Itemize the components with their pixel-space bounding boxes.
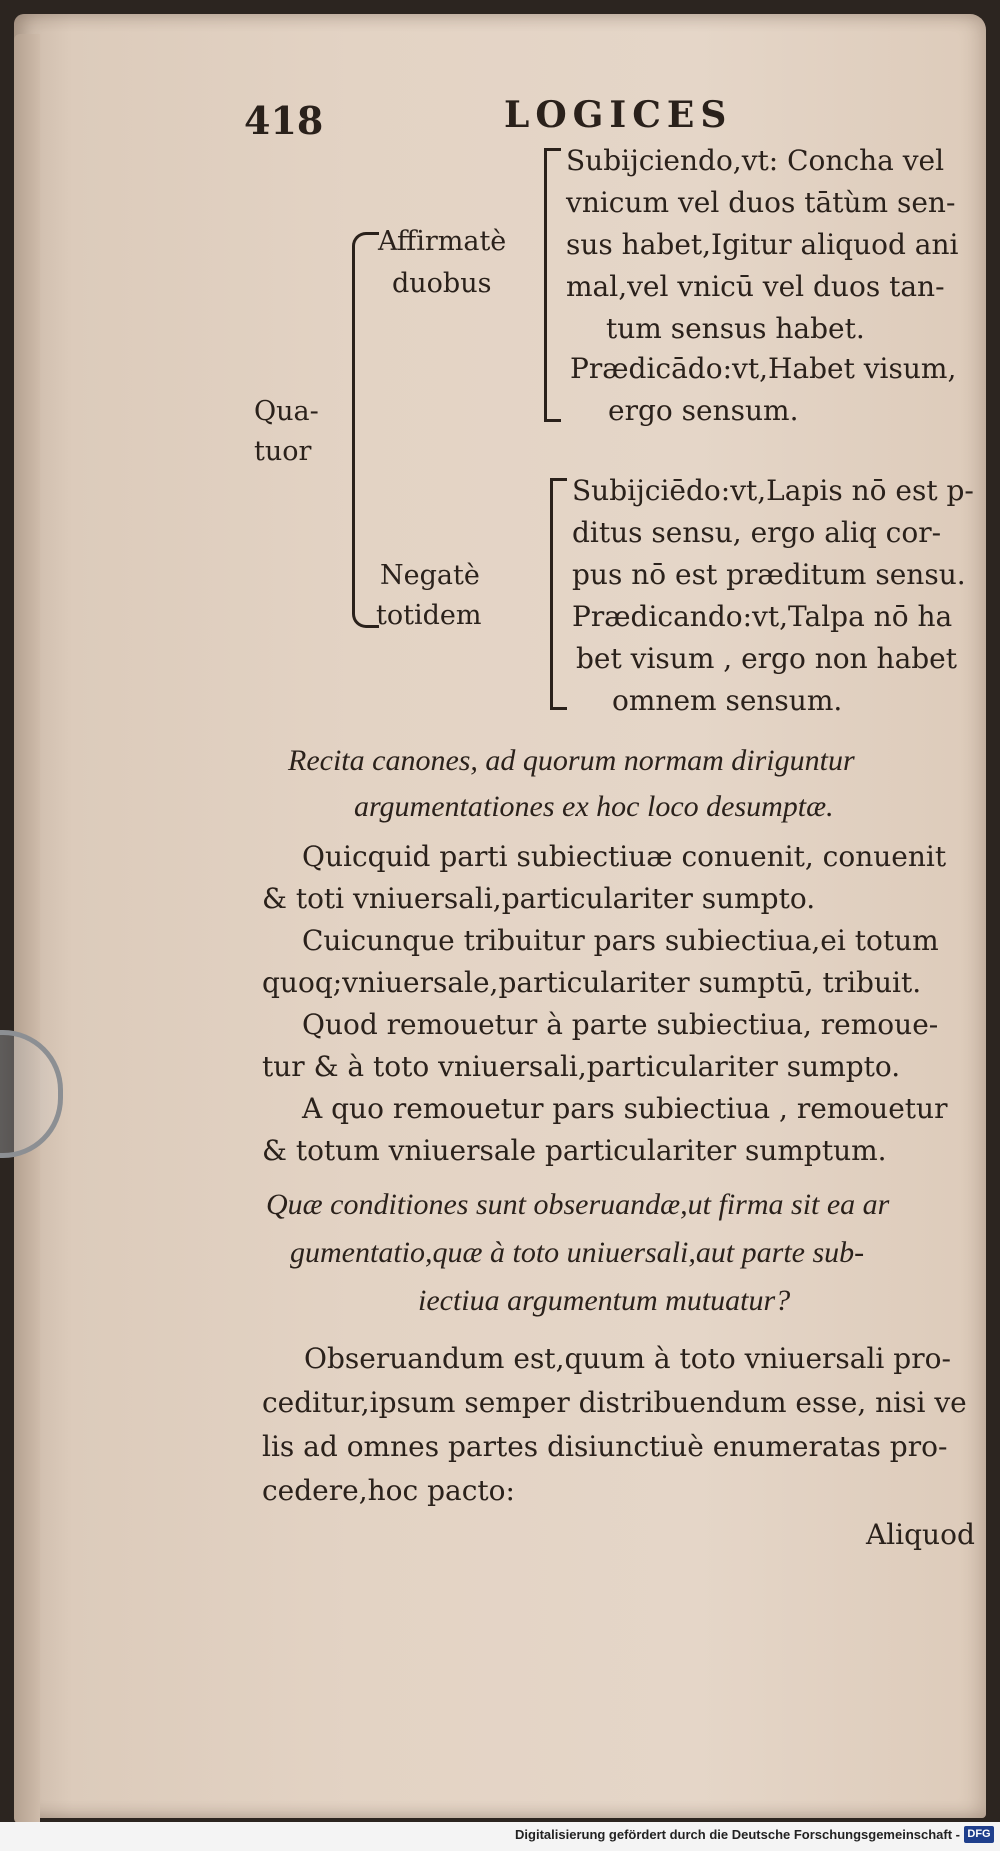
negate-line: ditus sensu, ergo aliq cor- [572,516,942,549]
negate-label-1: Negatè [380,560,480,591]
root-brace [352,232,379,628]
root-label-2: tuor [254,436,312,467]
section2-heading: Quæ conditiones sunt obseruandæ,ut firma sit ea ar [266,1188,890,1221]
catchword: Aliquod [866,1518,975,1551]
negate-line: omnem sensum. [612,684,843,717]
section2-heading: iectiua argumentum mutuatur? [418,1284,791,1317]
canon-line: quoq;vniuersale,particulariter sumptū, tribuit. [262,966,922,999]
affirmate-line: Prædicādo:vt,Habet visum, [570,352,957,385]
negate-line: Subijciēdo:vt,Lapis nō est p- [572,474,974,507]
negate-line: bet visum , ergo non habet [576,642,958,675]
running-head: LOGICES [504,94,733,136]
section1-heading: argumentationes ex hoc loco desumptæ. [354,790,834,823]
affirmate-line: vnicum vel duos tātùm sen- [566,186,956,219]
page-number: 418 [244,98,324,143]
negate-label-2: totidem [376,600,482,631]
funding-credit: Digitalisierung gefördert durch die Deutsche Forschungsgemeinschaft - [515,1827,960,1842]
root-label-1: Qua- [254,396,319,427]
affirmate-label-2: duobus [392,268,492,299]
negate-line: Prædicando:vt,Talpa nō ha [572,600,953,633]
affirmate-line: sus habet,Igitur aliquod ani [566,228,959,261]
dfg-logo: DFG [964,1826,994,1843]
affirmate-line: tum sensus habet. [606,312,865,345]
rule-line: ceditur,ipsum semper distribuendum esse, nisi ve [262,1386,967,1419]
page-edge [14,34,40,1824]
canon-line: tur & à toto vniuersali,particulariter sumpto. [262,1050,901,1083]
section2-heading: gumentatio,quæ à toto uniuersali,aut parte sub- [290,1236,865,1269]
rule-line: Obseruandum est,quum à toto vniuersali pro- [304,1342,951,1375]
negate-line: pus nō est præditum sensu. [572,558,966,591]
canon-line: Quicquid parti subiectiuæ conuenit, conuenit [302,840,947,873]
affirmate-line: ergo sensum. [608,394,799,427]
canon-line: & toti vniuersali,particulariter sumpto. [262,882,816,915]
canon-line: Cuicunque tribuitur pars subiectiua,ei totum [302,924,939,957]
affirmate-brace [544,148,561,422]
section1-heading: Recita canones, ad quorum normam diriguntur [288,744,855,777]
canon-line: Quod remouetur à parte subiectiua, remoue- [302,1008,939,1041]
affirmate-label-1: Affirmatè [378,226,507,257]
affirmate-line: mal,vel vnicū vel duos tan- [566,270,945,303]
canon-line: A quo remouetur pars subiectiua , remouetur [302,1092,948,1125]
affirmate-line: Subijciendo,vt: Concha vel [566,144,945,177]
rule-line: cedere,hoc pacto: [262,1474,515,1507]
canon-line: & totum vniuersale particulariter sumptum. [262,1134,887,1167]
rule-line: lis ad omnes partes disiunctiuè enumeratas pro- [262,1430,948,1463]
negate-brace [550,478,567,710]
